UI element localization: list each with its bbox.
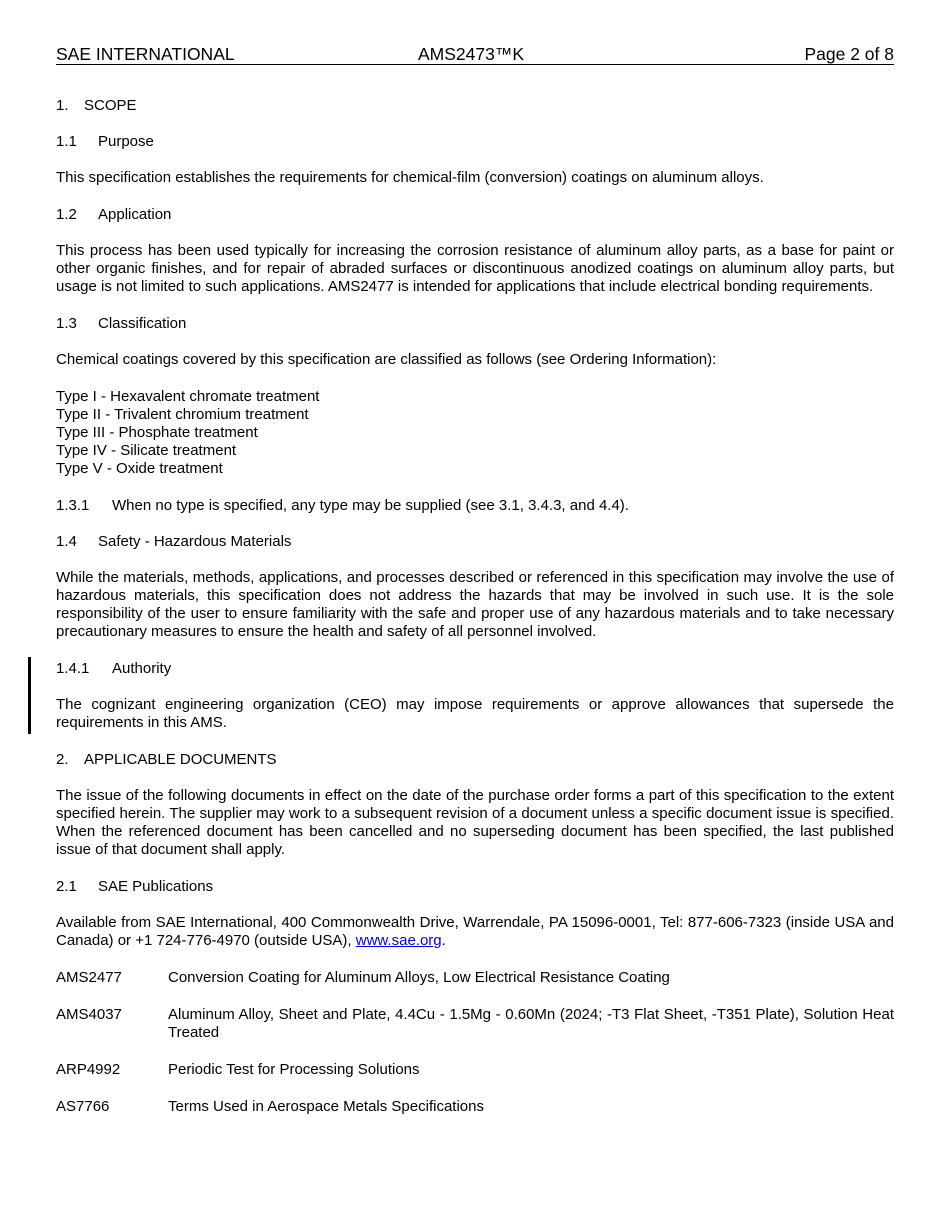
section-1-heading	[56, 97, 894, 115]
section-1-2-heading	[56, 206, 894, 224]
section-number: 2.1	[56, 878, 77, 895]
header-doc-id: AMS2473™K	[418, 44, 525, 64]
revision-change-bar	[28, 657, 31, 734]
applicable-documents-paragraph: The issue of the following documents in effect on the date of the purchase order forms a part of this specification to the extent specified herein. The supplier may work to a subsequent revision of a document unless a specific document issue is specified. When the referenced document has been cancelled and no superseding document has been specified, the last published issue of that document shall apply.	[56, 787, 894, 858]
document-title: Periodic Test for Processing Solutions	[168, 1061, 420, 1078]
safety-paragraph: While the materials, methods, applications, and processes described or referenced in this specification may involve the use of hazardous materials, this specification does not address the hazards that may be involved in such use. It is the sole responsibility of the user to ensure familiarity with the safe and proper use of any hazardous materials and to take necessary precautionary measures to ensure the health and safety of all personnel involved.	[56, 569, 894, 640]
section-text: When no type is specified, any type may be supplied (see 3.1, 3.4.3, and 4.4).	[112, 497, 629, 514]
document-body	[56, 97, 894, 1135]
section-number: 1.4	[56, 533, 77, 550]
section-number: 1.3	[56, 315, 77, 332]
section-number: 1.	[56, 97, 69, 114]
section-title: Safety - Hazardous Materials	[98, 533, 292, 550]
section-1-4-1-heading	[56, 660, 894, 678]
type-item: Type III - Phosphate treatment	[56, 424, 258, 441]
section-title: Application	[98, 206, 172, 223]
authority-paragraph: The cognizant engineering organization (CEO) may impose requirements or approve allowances that supersede the requirements in this AMS.	[56, 696, 894, 731]
sae-availability-paragraph	[56, 914, 894, 950]
section-1-1-heading	[56, 133, 894, 151]
sae-address-text: Available from SAE International, 400 Commonwealth Drive, Warrendale, PA 15096-0001, Tel: 877-606-7323 (inside USA and Canada) or +1 724-776-4970 (outside USA),	[56, 914, 894, 949]
header-page-number: Page 2 of 8	[804, 44, 894, 64]
type-item: Type II - Trivalent chromium treatment	[56, 406, 309, 423]
document-row	[56, 969, 894, 987]
type-list	[56, 388, 894, 478]
section-number: 1.1	[56, 133, 77, 150]
section-title: Classification	[98, 315, 187, 332]
section-2-heading	[56, 751, 894, 769]
document-title: Aluminum Alloy, Sheet and Plate, 4.4Cu - 1.5Mg - 0.60Mn (2024; -T3 Flat Sheet, -T351 Plate), Solution Heat Treated	[168, 1006, 894, 1041]
document-code: AMS2477	[56, 969, 122, 986]
section-number: 2.	[56, 751, 69, 768]
application-paragraph: This process has been used typically for increasing the corrosion resistance of aluminum alloy parts, as a base for paint or other organic finishes, and for repair of abraded surfaces or discontinuous anodized coatings on aluminum alloy parts, but usage is not limited to such applications. AMS2477 is intended for applications that include electrical bonding requirements.	[56, 242, 894, 295]
document-code: AS7766	[56, 1098, 110, 1115]
section-1-4-heading	[56, 533, 894, 551]
document-code: ARP4992	[56, 1061, 121, 1078]
section-title: SAE Publications	[98, 878, 214, 895]
classification-paragraph: Chemical coatings covered by this specification are classified as follows (see Ordering Information):	[56, 351, 717, 368]
type-item: Type IV - Silicate treatment	[56, 442, 237, 459]
sae-website-link[interactable]: www.sae.org	[355, 932, 442, 949]
section-2-1-heading	[56, 878, 894, 896]
document-code: AMS4037	[56, 1006, 122, 1023]
section-title: SCOPE	[84, 97, 137, 114]
page-header	[56, 44, 894, 65]
document-title: Terms Used in Aerospace Metals Specifications	[168, 1098, 484, 1115]
section-number: 1.2	[56, 206, 77, 223]
type-item: Type V - Oxide treatment	[56, 460, 223, 477]
section-title: Authority	[112, 660, 172, 677]
section-title: APPLICABLE DOCUMENTS	[84, 751, 277, 768]
section-number: 1.3.1	[56, 497, 90, 514]
sae-address-end: .	[441, 932, 446, 949]
document-row	[56, 1006, 894, 1042]
document-title: Conversion Coating for Aluminum Alloys, Low Electrical Resistance Coating	[168, 969, 670, 986]
type-item: Type I - Hexavalent chromate treatment	[56, 388, 320, 405]
document-row	[56, 1061, 894, 1079]
section-1-3-1-heading	[56, 497, 894, 515]
section-title: Purpose	[98, 133, 154, 150]
header-org: SAE INTERNATIONAL	[56, 44, 235, 64]
document-row	[56, 1098, 894, 1116]
purpose-paragraph: This specification establishes the requirements for chemical-film (conversion) coatings on aluminum alloys.	[56, 169, 764, 186]
section-1-3-heading	[56, 315, 894, 333]
section-number: 1.4.1	[56, 660, 90, 677]
